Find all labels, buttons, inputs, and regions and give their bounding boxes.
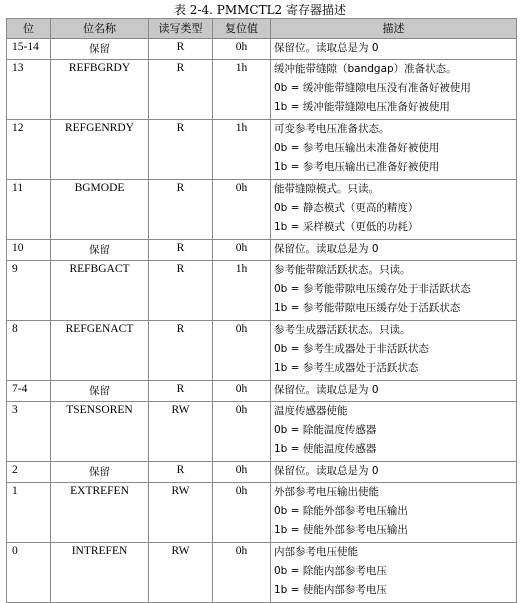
- table-row: [7, 240, 517, 261]
- reset-cell: 0h: [213, 39, 271, 60]
- description-line: 0b = 除能内部参考电压: [274, 565, 387, 577]
- description-line: 1b = 使能温度传感器: [274, 443, 377, 455]
- description-line: 0b = 除能温度传感器: [274, 424, 377, 436]
- table-row: [7, 543, 517, 603]
- header-reset: 复位值: [213, 19, 271, 39]
- name-cell: 保留: [51, 39, 149, 60]
- bit-cell: 1: [7, 483, 51, 543]
- description-line: 1b = 参考生成器处于活跃状态: [274, 362, 419, 374]
- description-cell: [271, 261, 517, 321]
- table-row: [7, 381, 517, 402]
- description-cell: [271, 60, 517, 120]
- name-cell: REFGENACT: [51, 321, 149, 381]
- name-cell: REFGENRDY: [51, 120, 149, 180]
- bit-cell: 2: [7, 462, 51, 483]
- description-cell: [271, 120, 517, 180]
- bit-cell: 15-14: [7, 39, 51, 60]
- rw-cell: R: [149, 462, 213, 483]
- name-cell: INTREFEN: [51, 543, 149, 603]
- name-cell: 保留: [51, 240, 149, 261]
- header-rw: 读写类型: [149, 19, 213, 39]
- rw-cell: RW: [149, 543, 213, 603]
- description-line: 1b = 使能内部参考电压: [274, 584, 387, 596]
- table-row: [7, 483, 517, 543]
- bit-cell: 10: [7, 240, 51, 261]
- bit-cell: 12: [7, 120, 51, 180]
- bit-cell: 7-4: [7, 381, 51, 402]
- bit-cell: 0: [7, 543, 51, 603]
- table-row: [7, 180, 517, 240]
- table-row: [7, 402, 517, 462]
- description-line: 温度传感器使能: [274, 405, 348, 417]
- reset-cell: 1h: [213, 120, 271, 180]
- rw-cell: R: [149, 321, 213, 381]
- rw-cell: R: [149, 381, 213, 402]
- bit-cell: 13: [7, 60, 51, 120]
- description-line: 1b = 参考电压输出已准备好被使用: [274, 161, 440, 173]
- reset-cell: 0h: [213, 462, 271, 483]
- rw-cell: RW: [149, 483, 213, 543]
- reset-cell: 1h: [213, 60, 271, 120]
- name-cell: 保留: [51, 462, 149, 483]
- header-description: 描述: [271, 19, 517, 39]
- description-line: 1b = 使能外部参考电压输出: [274, 524, 408, 536]
- description-line: 参考能带隙活跃状态。只读。: [274, 264, 411, 276]
- description-line: 能带缝隙模式。只读。: [274, 183, 379, 195]
- rw-cell: R: [149, 39, 213, 60]
- description-line: 外部参考电压输出使能: [274, 486, 379, 498]
- description-line: 缓冲能带缝隙（bandgap）准备状态。: [274, 63, 457, 75]
- bit-cell: 8: [7, 321, 51, 381]
- description-cell: [271, 321, 517, 381]
- description-cell: [271, 483, 517, 543]
- register-table: [6, 18, 517, 603]
- description-cell: [271, 180, 517, 240]
- reset-cell: 0h: [213, 240, 271, 261]
- table-row: [7, 39, 517, 60]
- description-line: 保留位。读取总是为 0: [274, 384, 379, 396]
- rw-cell: R: [149, 120, 213, 180]
- reset-cell: 0h: [213, 402, 271, 462]
- table-row: [7, 60, 517, 120]
- table-caption: 表 2-4. PMMCTL2 寄存器描述: [173, 3, 347, 17]
- reset-cell: 0h: [213, 543, 271, 603]
- table-row: [7, 321, 517, 381]
- name-cell: EXTREFEN: [51, 483, 149, 543]
- table-row: [7, 462, 517, 483]
- description-line: 保留位。读取总是为 0: [274, 243, 379, 255]
- header-bit: 位: [7, 19, 51, 39]
- rw-cell: R: [149, 261, 213, 321]
- description-line: 0b = 静态模式（更高的精度）: [274, 202, 419, 214]
- reset-cell: 1h: [213, 261, 271, 321]
- reset-cell: 0h: [213, 180, 271, 240]
- description-cell: [271, 462, 517, 483]
- name-cell: 保留: [51, 381, 149, 402]
- header-row: [7, 19, 517, 39]
- description-line: 1b = 采样模式（更低的功耗）: [274, 221, 419, 233]
- reset-cell: 0h: [213, 321, 271, 381]
- description-line: 保留位。读取总是为 0: [274, 465, 379, 477]
- description-line: 0b = 参考能带隙电压缓存处于非活跃状态: [274, 283, 471, 295]
- rw-cell: RW: [149, 402, 213, 462]
- description-cell: [271, 39, 517, 60]
- reset-cell: 0h: [213, 483, 271, 543]
- description-cell: [271, 402, 517, 462]
- description-line: 保留位。读取总是为 0: [274, 42, 379, 54]
- bit-cell: 11: [7, 180, 51, 240]
- description-line: 参考生成器活跃状态。只读。: [274, 324, 411, 336]
- description-line: 0b = 除能外部参考电压输出: [274, 505, 408, 517]
- name-cell: BGMODE: [51, 180, 149, 240]
- description-line: 1b = 参考能带隙电压缓存处于活跃状态: [274, 302, 461, 314]
- rw-cell: R: [149, 60, 213, 120]
- description-line: 0b = 参考电压输出未准备好被使用: [274, 142, 440, 154]
- description-line: 可变参考电压准备状态。: [274, 123, 390, 135]
- rw-cell: R: [149, 240, 213, 261]
- description-cell: [271, 240, 517, 261]
- description-cell: [271, 543, 517, 603]
- reset-cell: 0h: [213, 381, 271, 402]
- name-cell: REFBGRDY: [51, 60, 149, 120]
- description-line: 内部参考电压使能: [274, 546, 358, 558]
- table-row: [7, 261, 517, 321]
- rw-cell: R: [149, 180, 213, 240]
- header-name: 位名称: [51, 19, 149, 39]
- description-cell: [271, 381, 517, 402]
- description-line: 1b = 缓冲能带缝隙电压准备好被使用: [274, 101, 450, 113]
- description-line: 0b = 参考生成器处于非活跃状态: [274, 343, 429, 355]
- table-row: [7, 120, 517, 180]
- bit-cell: 9: [7, 261, 51, 321]
- description-line: 0b = 缓冲能带缝隙电压没有准备好被使用: [274, 82, 471, 94]
- name-cell: TSENSOREN: [51, 402, 149, 462]
- name-cell: REFBGACT: [51, 261, 149, 321]
- bit-cell: 3: [7, 402, 51, 462]
